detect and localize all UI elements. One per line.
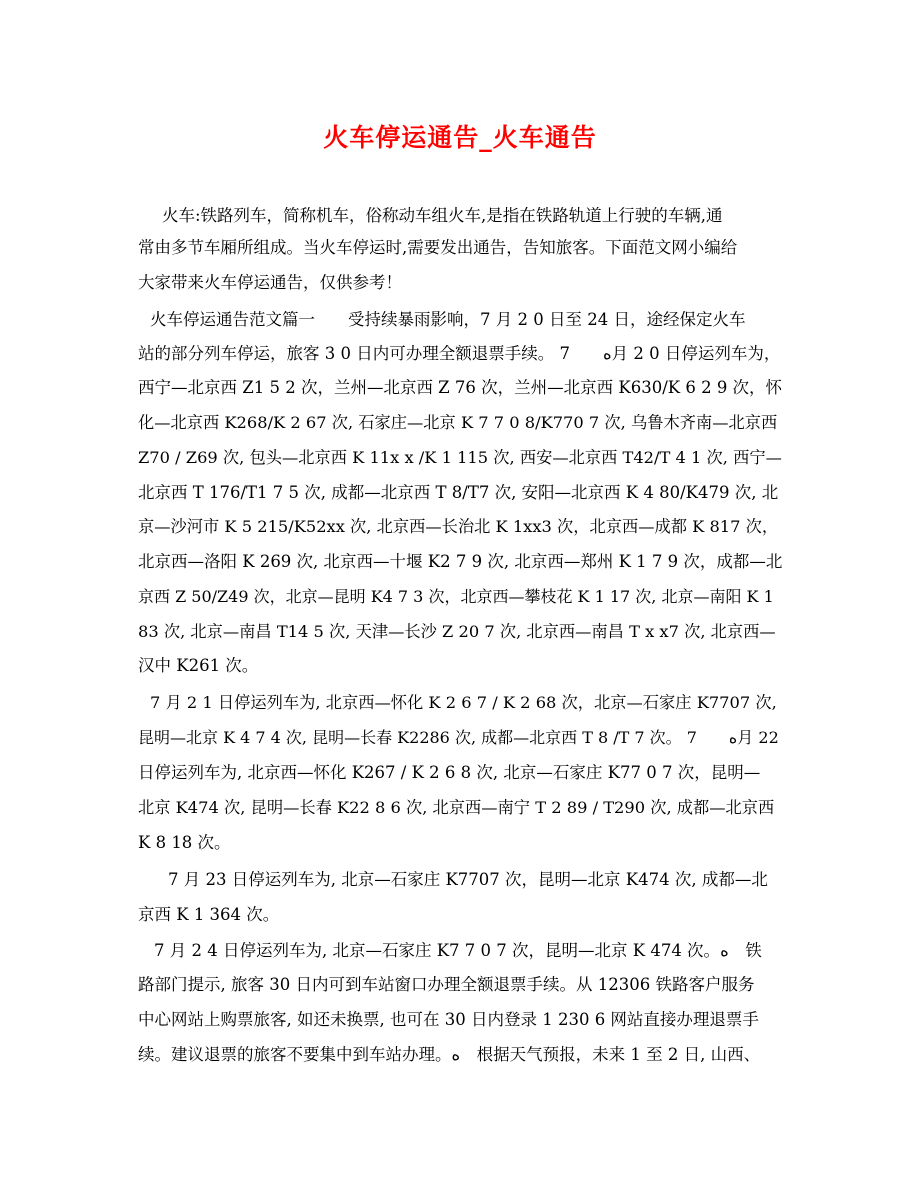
paragraph-line: 北京西 T 176/T1 7 5 次, 成都—北京西 T 8/T7 次, 安阳—北京西 K 4 80/K479 次, 北 <box>138 483 779 502</box>
document-title: 火车停运通告_火车通告 <box>323 123 597 152</box>
paragraph-line: 路部门提示, 旅客 30 日内可到车站窗口办理全额退票手续。从 12306 铁路客户服务 <box>138 975 755 994</box>
paragraph-line: 北京西—洛阳 K 269 次, 北京西—十堰 K2 7 9 次, 北京西—郑州 K 1 7 9 次，成都—北 <box>138 552 783 571</box>
paragraph-line: 北京 K474 次, 昆明—长春 K22 8 6 次, 北京西—南宁 T 2 89 / T290 次, 成都—北京西 <box>138 798 775 817</box>
paragraph-line: 7 月 2 1 日停运列车为, 北京西—怀化 K 2 6 7 / K 2 68 次，北京—石家庄 K7707 次, <box>150 693 777 712</box>
paragraph-line: 大家带来火车停运通告，仅供参考！ <box>138 273 402 292</box>
paragraph-line: 火车停运通告范文篇一 受持续暴雨影响，7 月 2 0 日至 24 日，途经保定火车 <box>150 310 746 329</box>
paragraph-line: 中心网站上购票旅客, 如还未换票, 也可在 30 日内登录 1 230 6 网站直接办理退票手 <box>138 1010 759 1029</box>
paragraph-line: 7 月 23 日停运列车为, 北京—石家庄 K7707 次，昆明—北京 K474 次, 成都—北 <box>168 870 768 889</box>
paragraph-line: 83 次, 北京—南昌 T14 5 次, 天津—长沙 Z 20 7 次, 北京西—南昌 T x x7 次, 北京西— <box>138 622 776 641</box>
paragraph-line: 化—北京西 K268/K 2 67 次, 石家庄—北京 K 7 7 0 8/K770 7 次, 乌鲁木齐南—北京西 <box>138 413 778 432</box>
paragraph-line: 京西 K 1 364 次。 <box>138 905 280 924</box>
paragraph-line: K 8 18 次。 <box>138 833 231 852</box>
paragraph-line: 续。建议退票的旅客不要集中到车站办理。ﻩ 根据天气预报，未来 1 至 2 日, 山西、 <box>138 1045 761 1064</box>
paragraph-line: 站的部分列车停运，旅客 3 0 日内可办理全额退票手续。 7 ﻩ月 2 0 日停运列车为， <box>138 344 781 363</box>
paragraph-line: 日停运列车为, 北京西—怀化 K267 / K 2 6 8 次, 北京—石家庄 K77 0 7 次，昆明— <box>138 763 761 782</box>
paragraph-line: 汉中 K261 次。 <box>138 656 259 675</box>
paragraph-line: 京—沙河市 K 5 215/K52xx 次, 北京西—长治北 K 1xx3 次，北京西—成都 K 817 次， <box>138 517 779 536</box>
paragraph-line: 火车:铁路列车，简称机车，俗称动车组火车,是指在铁路轨道上行驶的车辆,通 <box>162 206 723 225</box>
paragraph-line: 7 月 2 4 日停运列车为, 北京—石家庄 K7 7 0 7 次，昆明—北京 K 474 次。ﻩ 铁 <box>154 941 762 960</box>
paragraph-line: 西宁—北京西 Z1 5 2 次，兰州—北京西 Z 76 次，兰州—北京西 K630/K 6 2 9 次，怀 <box>138 378 783 397</box>
paragraph-line: 昆明—北京 K 4 7 4 次, 昆明—长春 K2286 次, 成都—北京西 T 8 /T 7 次。 7 ﻩ月 22 <box>138 728 779 747</box>
paragraph-line: Z70 / Z69 次, 包头—北京西 K 11x x /K 1 115 次, 西安—北京西 T42/T 4 1 次, 西宁— <box>138 448 782 467</box>
paragraph-line: 京西 Z 50/Z49 次，北京—昆明 K4 7 3 次，北京西—攀枝花 K 1 17 次, 北京—南阳 K 1 <box>138 587 774 606</box>
paragraph-line: 常由多节车厢所组成。当火车停运时,需要发出通告，告知旅客。下面范文网小编给 <box>138 238 738 257</box>
